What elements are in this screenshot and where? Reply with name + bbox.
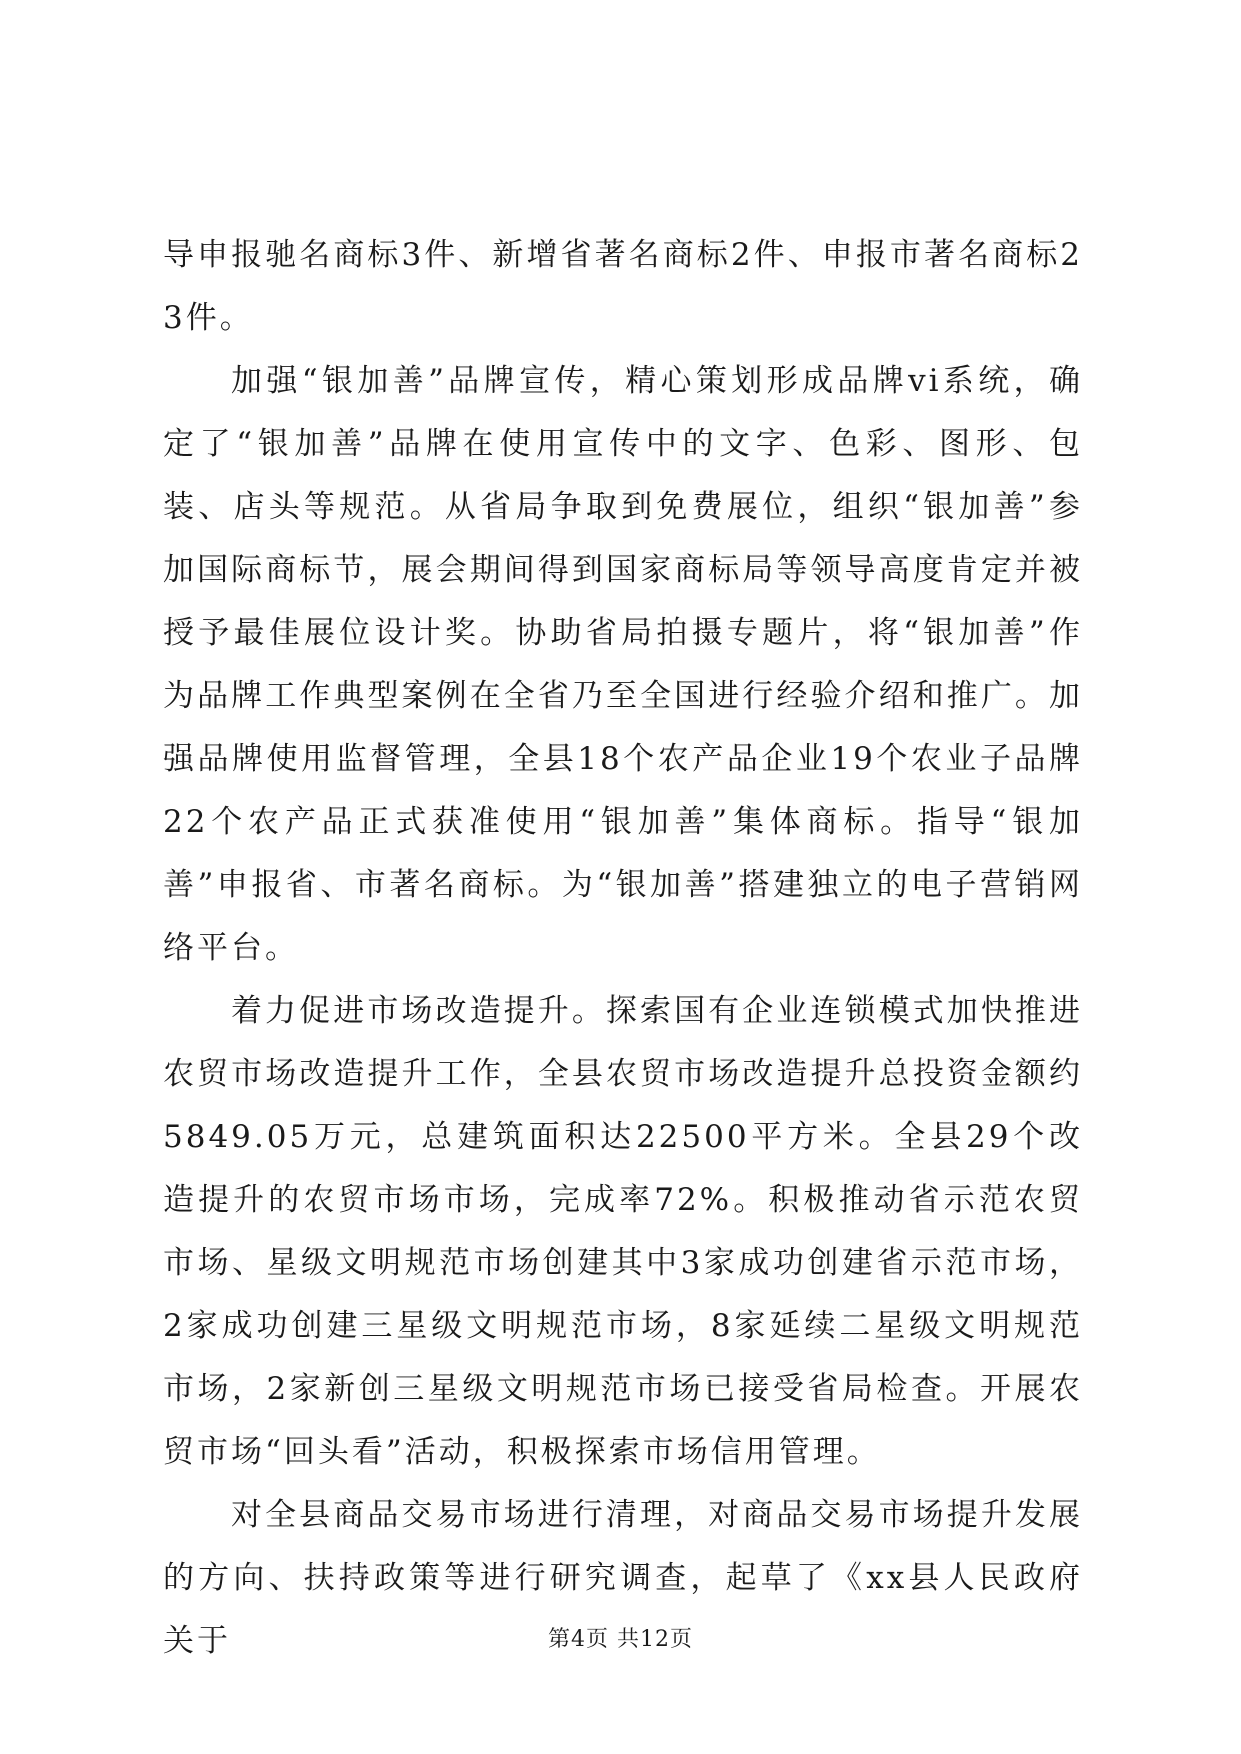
page-footer: 第4页 共12页 xyxy=(548,1627,693,1652)
paragraph-commodity-market: 对全县商品交易市场进行清理，对商品交易市场提升发展的方向、扶持政策等进行研究调查，起草了《xx县人民政府关于 xyxy=(163,1497,1083,1659)
paragraph-brand-promotion: 加强“银加善”品牌宣传，精心策划形成品牌vi系统，确定了“银加善”品牌在使用宣传中的文字、色彩、图形、包装、店头等规范。从省局争取到免费展位，组织“银加善”参加国际商标节，展会期间得到国家商标局等领导高度肯定并被授予最佳展位设计奖。协助省局拍摄专题片，将“银加善”作为品牌工作典型案例在全省乃至全国进行经验介绍和推广。加强品牌使用监督管理，全县18个农产品企业19个农业子品牌22个农产品正式获准使用“银加善”集体商标。指导“银加善”申报省、市著名商标。为“银加善”搭建独立的电子营销网络平台。 xyxy=(163,363,1083,966)
paragraph-continuation: 导申报驰名商标3件、新增省著名商标2件、申报市著名商标23件。 xyxy=(163,237,1083,336)
paragraph-market-upgrade: 着力促进市场改造提升。探索国有企业连锁模式加快推进农贸市场改造提升工作，全县农贸市场改造提升总投资金额约5849.05万元，总建筑面积达22500平方米。全县29个改造提升的农贸市场市场，完成率72%。积极推动省示范农贸市场、星级文明规范市场创建其中3家成功创建省示范市场，2家成功创建三星级文明规范市场，8家延续二星级文明规范市场，2家新创三星级文明规范市场已接受省局检查。开展农贸市场“回头看”活动，积极探索市场信用管理。 xyxy=(163,993,1083,1470)
document-body xyxy=(163,224,1083,1673)
